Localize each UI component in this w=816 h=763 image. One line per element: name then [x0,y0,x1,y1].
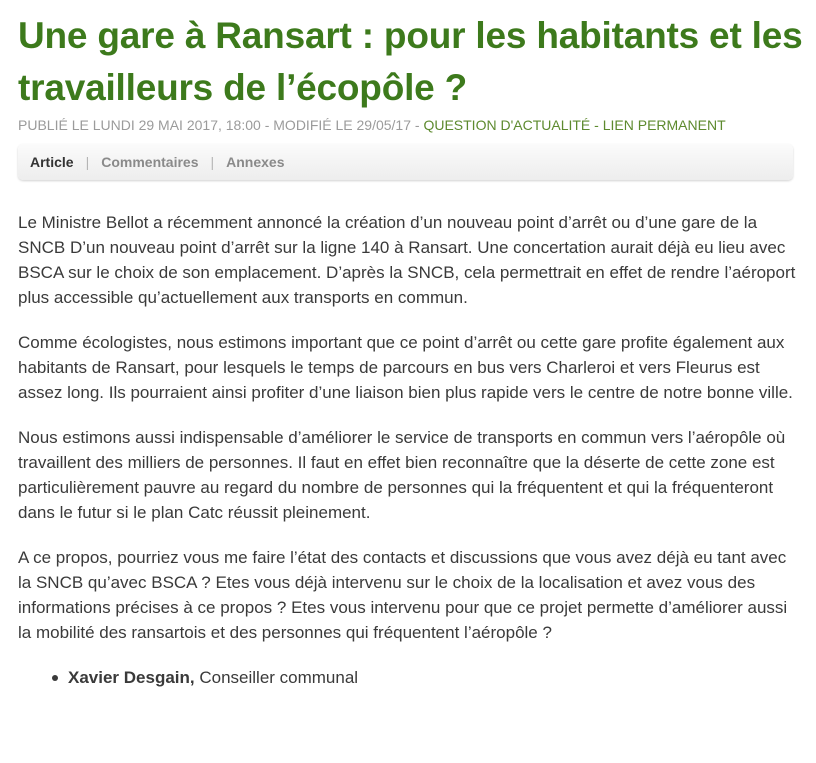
paragraph: Comme écologistes, nous estimons important que ce point d’arrêt ou cette gare profite également aux habitants de Ransart, pour lesquels le temps de parcours en bus vers Charleroi et vers Fleurus est assez long. Ils pourraient ainsi profiter d’une liaison bien plus rapide vers le centre de notre bonne ville. [18,333,793,402]
paragraph: Le Ministre Bellot a récemment annoncé la création d’un nouveau point d’arrêt ou d’une gare de la SNCB D’un nouveau point d’arrêt sur la ligne 140 à Ransart. Une concertation aurait déjà eu lieu avec BSCA sur le choix de son emplacement. D’après la SNCB, cela permettrait en effet de rendre l’aéroport plus accessible qu’actuellement aux transports en commun. [18,213,796,307]
tab-annexes[interactable]: Annexes [226,154,285,170]
author-name: Xavier Desgain, [68,668,195,687]
tab-article[interactable]: Article [30,154,74,170]
meta-separator: - [260,117,274,133]
paragraph: A ce propos, pourriez vous me faire l’état des contacts et discussions que vous avez déjà eu tant avec la SNCB qu’avec BSCA ? Etes vous déjà intervenu sur le choix de la localisation et avez vous des informations précises à ce propos ? Etes vous intervenu pour que ce projet permette d’améliorer aussi la mobilité des ransartois et des personnes qui fréquentent l’aéropôle ? [18,548,788,642]
permalink-link[interactable]: LIEN PERMANENT [602,117,726,133]
meta-separator: - [590,117,603,133]
article-meta [18,116,808,134]
meta-separator: - [411,117,424,133]
author-list [18,665,800,690]
article-body [18,210,800,690]
tab-separator: | [85,154,90,170]
article-tabs [18,144,793,180]
article-title: Une gare à Ransart : pour les habitants et les travailleurs de l’écopôle ? [18,15,803,108]
published-date: PUBLIÉ LE LUNDI 29 MAI 2017, 18:00 [18,117,261,133]
modified-date: MODIFIÉ LE 29/05/17 [273,117,411,133]
bullet-icon [52,675,58,681]
tab-separator: | [210,154,215,170]
author-role: Conseiller communal [194,668,359,687]
tab-commentaires[interactable]: Commentaires [101,154,199,170]
author-item [68,665,800,690]
paragraph: Nous estimons aussi indispensable d’améliorer le service de transports en commun vers l’aéropôle où travaillent des milliers de personnes. Il faut en effet bien reconnaître que la déserte de cette zone est particulièrement pauvre au regard du nombre de personnes qui la fréquentent et qui la fréquenteront dans le futur si le plan Catc réussit pleinement. [18,428,786,522]
category-link[interactable]: QUESTION D'ACTUALITÉ [423,117,591,133]
